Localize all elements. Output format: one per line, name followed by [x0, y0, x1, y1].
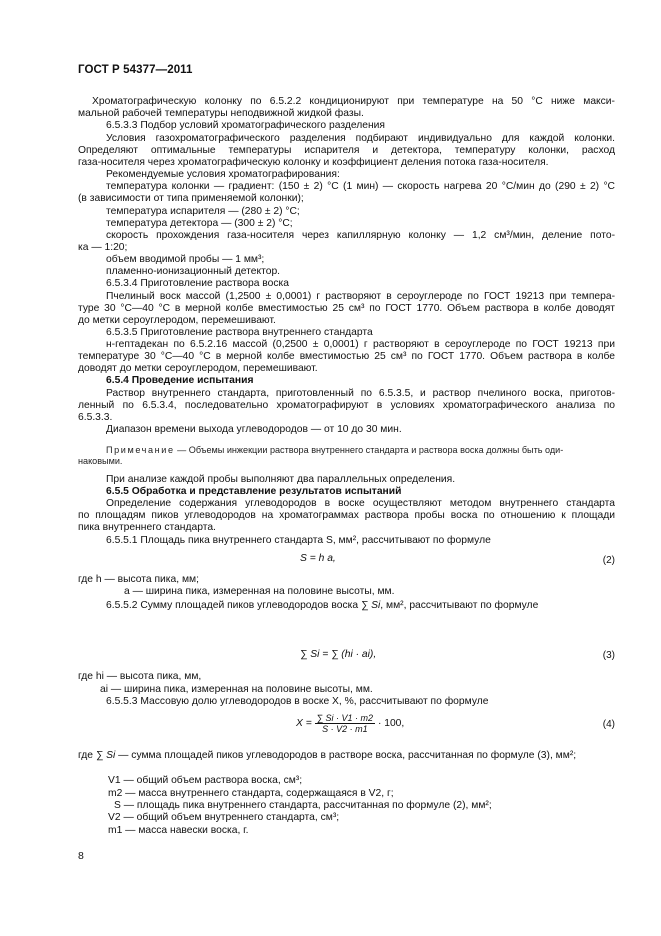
text-fragment: , мм², рассчитывают по формуле [380, 600, 539, 611]
text-fragment: где [78, 750, 94, 761]
text-line: ленный по 6.5.3.4, последовательно хроматографируют в условиях хроматографического анализа по [78, 400, 615, 411]
text-line: Определение содержания углеводородов в воске осуществляют методом внутреннего стандарта [106, 498, 615, 509]
text-line: Условия газохроматографического разделения подбирают индивидуально для каждой колонки. [106, 133, 615, 144]
text-line: скорость прохождения газа-носителя через капиллярную колонку — 1,2 см³/мин, деление пото- [106, 230, 615, 241]
text-line: a — ширина пика, измеренная на половине высоты, мм. [124, 586, 395, 597]
equation-number: (2) [602, 555, 615, 566]
text-line: мальной рабочей температуры неподвижной жидкой фазы. [78, 108, 364, 119]
text-line: где h — высота пика, мм; [78, 574, 199, 585]
text-line: температура детектора — (300 ± 2) °С; [106, 218, 293, 229]
text-line: туре 30 °С—40 °С в мерной колбе вместимостью 25 см³ по ГОСТ 1770. Объем раствора в колбе доводят [78, 303, 615, 314]
section-heading: 6.5.3.3 Подбор условий хроматографического разделения [106, 120, 385, 131]
text-line: пика внутреннего стандарта. [78, 522, 216, 533]
equation-number: (3) [602, 650, 615, 661]
text-line [78, 750, 576, 762]
formula-lhs: X = [296, 718, 312, 730]
text-line: 6.5.5.1 Площадь пика внутреннего стандарта S, мм², рассчитывают по формуле [106, 535, 491, 546]
inline-sum-symbol: ∑ Si [95, 750, 116, 761]
formula-fraction [315, 713, 375, 734]
text-line: Пчелиный воск массой (1,2500 ± 0,0001) г растворяют в сероуглероде по ГОСТ 19213 при темпера- [106, 291, 615, 302]
formula-3: ∑ Si = ∑ (hi · ai), [300, 649, 377, 660]
text-line: V2 — общий объем внутреннего стандарта, см³; [108, 812, 340, 823]
text-line: 6.5.5.3 Массовую долю углеводородов в воске X, %, рассчитывают по формуле [106, 696, 489, 707]
note-label: Примечание [106, 445, 175, 455]
text-line: объем вводимой пробы — 1 мм³; [106, 254, 265, 265]
text-line: н-гептадекан по 6.5.2.16 массой (0,2500 ± 0,0001) г растворяют в сероуглероде по ГОСТ 19213 при [106, 339, 615, 350]
text-fragment: — сумма площадей пиков углеводородов в растворе воска, рассчитанная по формуле (3), мм²; [118, 750, 577, 761]
text-line: m2 — масса внутреннего стандарта, содержащаяся в V2, г; [108, 788, 394, 799]
note [106, 444, 563, 456]
fraction-numerator: ∑ Si · V1 · m2 [316, 713, 374, 723]
section-heading: 6.5.4 Проведение испытания [106, 375, 254, 386]
section-heading: 6.5.5 Обработка и представление результатов испытаний [106, 486, 402, 497]
note-continuation: наковыми. [78, 456, 123, 466]
text-line: где hi — высота пика, мм, [78, 671, 202, 682]
page-number: 8 [78, 850, 84, 862]
text-line: Диапазон времени выхода углеводородов — от 10 до 30 мин. [106, 424, 402, 435]
formula-4 [296, 713, 404, 734]
inline-sum-symbol: ∑ Si [360, 600, 381, 611]
text-line: V1 — общий объем раствора воска, см³; [108, 775, 303, 786]
text-line: Определяют оптимальные температуры испарителя и детектора, температуру колонки, расход [78, 145, 615, 156]
note-text: — Объемы инжекции раствора внутреннего стандарта и раствора воска должны быть оди- [177, 445, 564, 455]
text-line: (в зависимости от типа применяемой колонки); [78, 193, 304, 204]
text-line: до метки сероуглеродом, перемешивают. [78, 315, 276, 326]
text-line: газа-носителя через хроматографическую колонку и коэффициент деления потока газа-носителя. [78, 157, 549, 168]
text-line: доводят до метки сероуглеродом, перемешивают. [78, 363, 318, 374]
equation-number: (4) [602, 719, 615, 730]
text-line: пламенно-ионизационный детектор. [106, 266, 281, 277]
formula-tail: · 100, [377, 718, 405, 730]
text-line: температуре 30 °С—40 °С в мерной колбе вместимостью 25 см³ по ГОСТ 1770. Объем раствора в колбе [78, 351, 615, 362]
text-line: S — площадь пика внутреннего стандарта, рассчитанная по формуле (2), мм²; [114, 800, 492, 811]
text-line: температура колонки — градиент: (150 ± 2) °С (1 мин) — скорость нагрева 20 °С/мин до (290 ± 2) °С [106, 181, 615, 192]
text-line: ai — ширина пика, измеренная на половине высоты, мм. [100, 684, 373, 695]
text-line: Раствор внутреннего стандарта, приготовленный по 6.5.3.5, и раствор пчелиного воска, приготов- [106, 388, 615, 399]
text-line: Хроматографическую колонку по 6.5.2.2 кондиционируют при температуре на 50 °С ниже макси- [92, 96, 615, 107]
section-heading: 6.5.3.4 Приготовление раствора воска [106, 278, 289, 289]
text-fragment: 6.5.5.2 Сумму площадей пиков углеводородов воска [106, 600, 359, 611]
text-line: ка — 1:20; [78, 242, 128, 253]
section-heading: 6.5.3.5 Приготовление раствора внутреннего стандарта [106, 327, 373, 338]
text-line: по площадям пиков углеводородов на хроматограммах раствора пробы воска по отношению к площади [78, 510, 615, 521]
fraction-denominator: S · V2 · m1 [322, 724, 368, 734]
text-line: При анализе каждой пробы выполняют два параллельных определения. [106, 474, 456, 485]
text-line: 6.5.3.3. [78, 412, 113, 423]
formula-2: S = h a, [300, 553, 336, 564]
text-line [106, 600, 538, 612]
page-header: ГОСТ Р 54377—2011 [78, 64, 193, 76]
text-line: Рекомендуемые условия хроматографирования: [106, 169, 340, 180]
text-line: температура испарителя — (280 ± 2) °С; [106, 206, 300, 217]
text-line: m1 — масса навески воска, г. [108, 825, 249, 836]
